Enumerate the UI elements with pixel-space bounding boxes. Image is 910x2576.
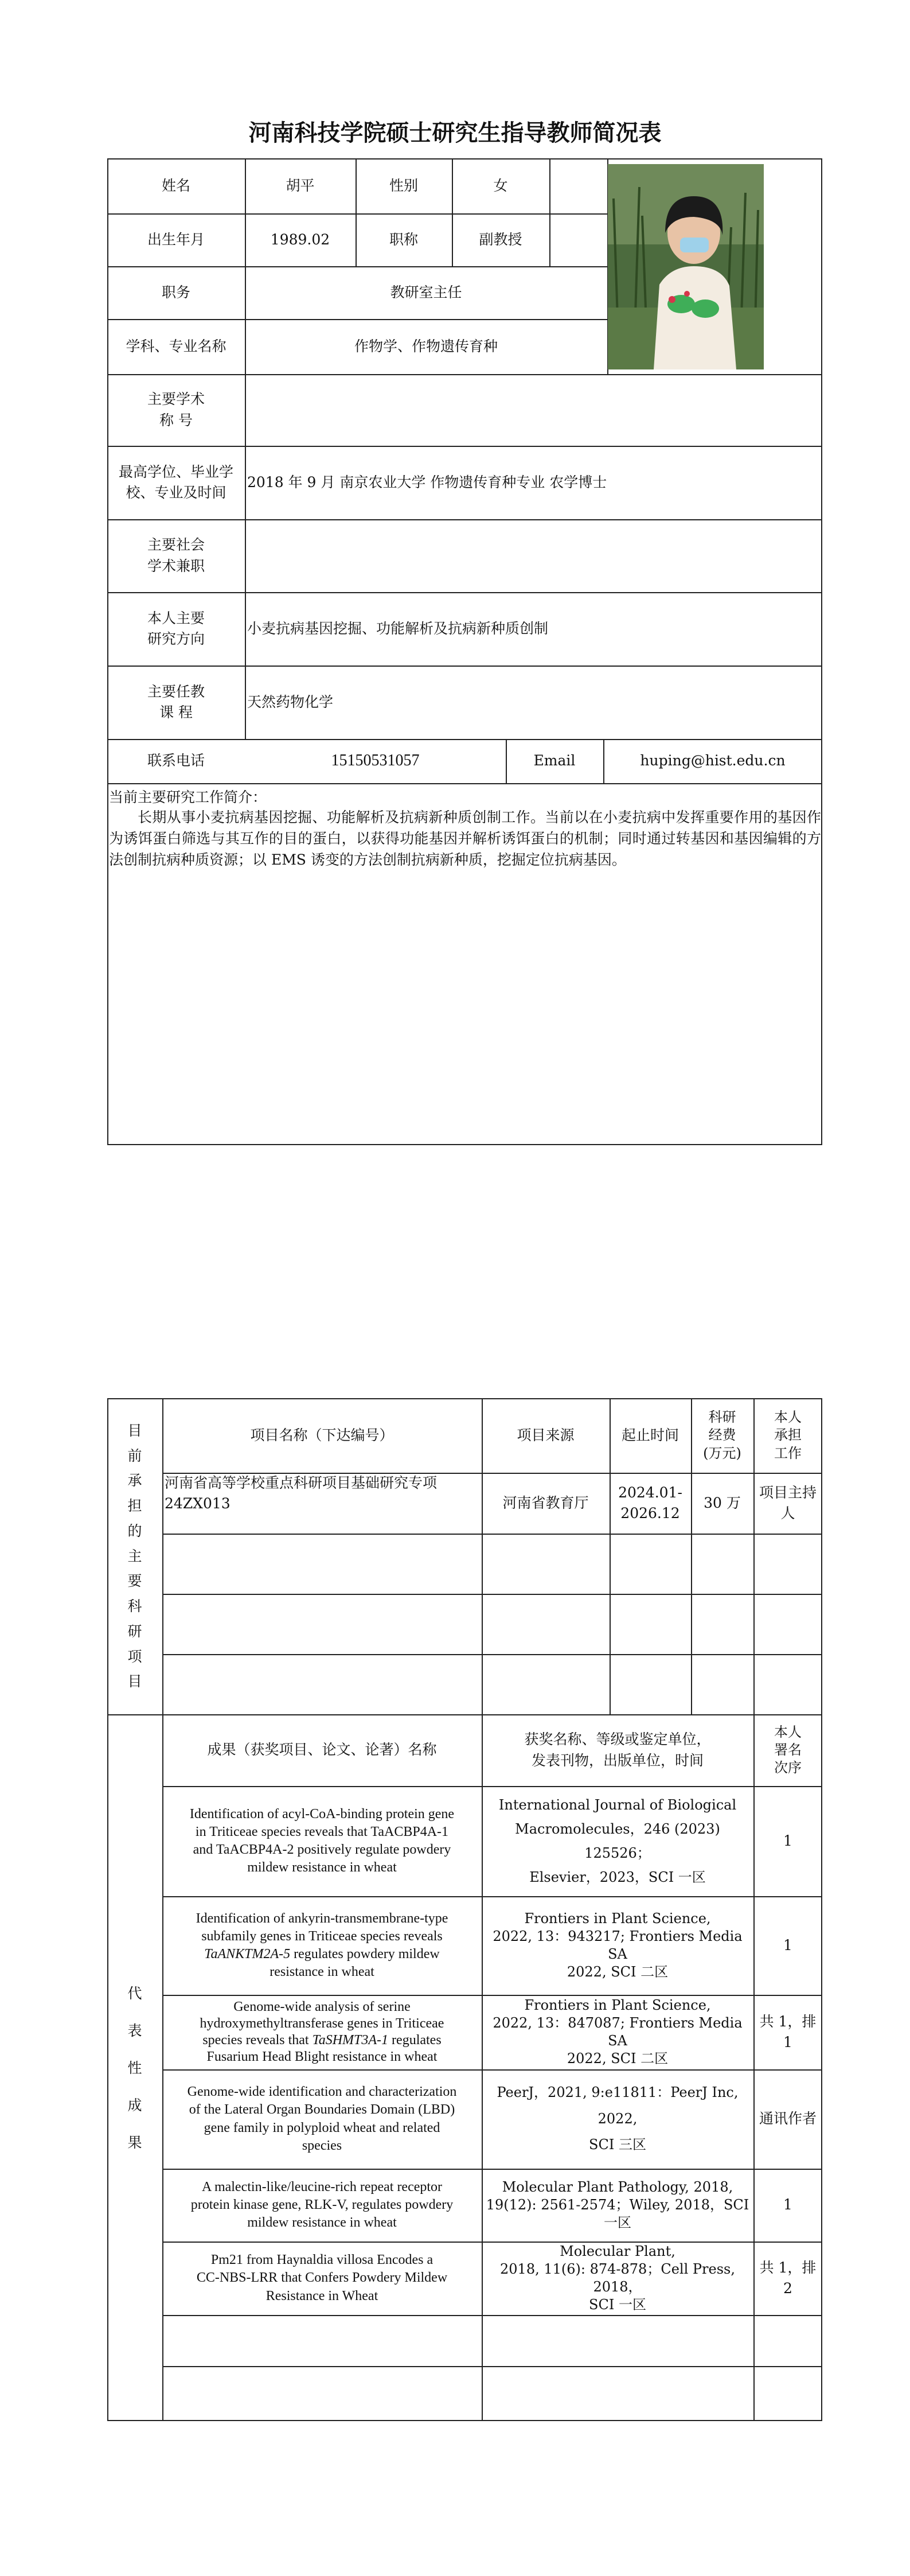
achievement-rank: 通讯作者 [759, 2110, 817, 2127]
funding-header-line2: 经费 [708, 1427, 736, 1443]
page-title: 河南科技学院硕士研究生指导教师简况表 [248, 120, 662, 146]
title-line: Genome-wide identification and characterization [187, 2084, 457, 2100]
courses-label [107, 666, 245, 739]
project-role [753, 1473, 822, 1534]
title-line [204, 1945, 439, 1963]
pub-line: 2018, 11(6): 874-878；Cell Press, 2018， [500, 2260, 735, 2295]
achievement-title [162, 2069, 482, 2169]
academic-title-value [245, 374, 822, 446]
pub-line: SCI 三区 [589, 2137, 646, 2153]
title-line: CC-NBS-LRR that Confers Powdery Mildew [196, 2270, 448, 2286]
rank-header-line1: 本人 [774, 1723, 802, 1740]
project-role-line2: 人 [780, 1505, 795, 1522]
title-line: protein kinase gene, RLK-V, regulates powdery [190, 2197, 454, 2212]
portrait-illustration [608, 164, 764, 369]
rank-header-line3: 次序 [774, 1760, 802, 1776]
role-header-line2: 承担 [774, 1427, 802, 1443]
social-label-line1: 主要社会 [147, 536, 205, 554]
side-char: 要 [127, 1573, 142, 1590]
rank-value: 副教授 [479, 231, 522, 248]
research-label-line1: 本人主要 [147, 609, 205, 627]
pub-line: Elsevier，2023，SCI 一区 [529, 1869, 706, 1885]
role-header-line1: 本人 [774, 1409, 802, 1426]
project-code: 24ZX013 [165, 1495, 231, 1512]
title-line: Genome-wide analysis of serine [233, 1999, 411, 2015]
gender-value: 女 [493, 177, 508, 194]
side-char: 目 [127, 1422, 142, 1439]
side-char: 承 [127, 1472, 142, 1489]
side-char: 主 [127, 1547, 142, 1565]
pub-line: 2022, 13：847087; Frontiers Media SA [493, 2014, 743, 2049]
gene-name: TaANKTM2A-5 [204, 1947, 291, 1962]
title-line: mildew resistance in wheat [247, 1860, 397, 1875]
role-header-line3: 工作 [774, 1445, 802, 1461]
pub-line: 2022, SCI 二区 [567, 2050, 669, 2067]
courses-value: 天然药物化学 [247, 693, 334, 710]
degree-value: 2018 年 9 月 南京农业大学 作物遗传育种专业 农学博士 [247, 473, 607, 491]
pub-line: Frontiers in Plant Science, [524, 1997, 711, 2013]
phone-value: 15150531057 [331, 752, 420, 770]
title-line: in Triticeae species reveals that TaACBP4A-1 [195, 1824, 449, 1839]
pub-header-line2: 发表刊物，出版单位，时间 [531, 1752, 704, 1769]
pub-line: Macromolecules，246 (2023) 125526； [515, 1821, 720, 1861]
rank-header-line2: 署名 [774, 1741, 802, 1758]
discipline-value: 作物学、作物遗传育种 [354, 337, 498, 355]
degree-label-line2: 校、专业及时间 [126, 484, 226, 501]
project-name-line1: 河南省高等学校重点科研项目基础研究专项 [165, 1474, 438, 1491]
achievement-publication [482, 1786, 753, 1896]
title-line-rest: regulates [388, 2033, 442, 2048]
academic-title-label-line2: 称 号 [159, 411, 193, 429]
pub-line: PeerJ，2021, 9:e11811：PeerJ Inc, 2022, [497, 2084, 739, 2127]
project-period-header: 起止时间 [621, 1426, 679, 1443]
project-funding-header [691, 1398, 753, 1473]
achievement-title [162, 1896, 482, 1995]
title-line: Pm21 from Haynaldia villosa Encodes a [210, 2252, 433, 2268]
name-value: 胡平 [286, 177, 315, 194]
pub-line: Frontiers in Plant Science, [524, 1910, 711, 1927]
project-role-header [753, 1398, 822, 1473]
social-label-line2: 学术兼职 [147, 557, 205, 574]
project-name-header: 项目名称（下达编号） [250, 1426, 394, 1443]
projects-side-label [107, 1398, 162, 1714]
pub-line: 2022, 13：943217; Frontiers Media SA [493, 1928, 743, 1962]
pub-line: International Journal of Biological [498, 1797, 737, 1813]
social-value [245, 519, 822, 592]
achievement-rank: 1 [783, 1832, 792, 1849]
side-char: 科 [127, 1598, 142, 1615]
side-char: 担 [127, 1497, 142, 1515]
achievement-rank: 1 [783, 2196, 792, 2213]
gene-name: TaSHMT3A-1 [312, 2033, 389, 2048]
achievement-rank: 1 [783, 1936, 792, 1954]
funding-header-line1: 科研 [708, 1409, 736, 1426]
title-line: gene family in polyploid wheat and related [204, 2120, 440, 2135]
side-char: 前 [127, 1447, 142, 1464]
title-line-pre: species reveals that [202, 2033, 313, 2048]
project-period-start: 2024.01- [618, 1484, 682, 1501]
title-line: Identification of ankyrin-transmembrane-type [196, 1910, 448, 1926]
birth-value: 1989.02 [270, 231, 330, 248]
portrait-photo [608, 164, 764, 369]
achievement-name-header: 成果（获奖项目、论文、论著）名称 [207, 1741, 437, 1758]
side-char: 成 [127, 2096, 142, 2114]
side-char: 目 [127, 1673, 142, 1690]
phone-label: 联系电话 [147, 752, 205, 769]
side-char: 的 [127, 1522, 142, 1539]
title-line: Resistance in Wheat [265, 2288, 378, 2303]
research-label-line2: 研究方向 [147, 631, 205, 647]
title-line-rest: regulates powdery mildew [290, 1947, 440, 1962]
achievement-rank-header [753, 1714, 822, 1786]
courses-label-line2: 课 程 [159, 704, 193, 721]
achievement-publication [482, 2242, 753, 2315]
gender-label: 性别 [389, 177, 418, 194]
side-char: 项 [127, 1648, 142, 1665]
achievements-side-label [107, 1714, 162, 2421]
rank-label: 职称 [389, 231, 418, 248]
pub-line: Molecular Plant Pathology, 2018, [502, 2178, 733, 2195]
pub-header-line1: 获奖名称、等级或鉴定单位， [524, 1731, 711, 1748]
discipline-label: 学科、专业名称 [126, 337, 226, 355]
achievement-rank: 共 1，排 2 [759, 2259, 817, 2297]
social-label [107, 519, 245, 592]
achievement-rank: 共 1，排 1 [759, 2013, 817, 2050]
title-line: resistance in wheat [270, 1964, 374, 1980]
academic-title-label-line1: 主要学术 [147, 391, 205, 408]
title-line: subfamily genes in Triticeae species reveals [201, 1928, 443, 1944]
title-line: of the Lateral Organ Boundaries Domain (LBD) [189, 2102, 455, 2118]
email-label: Email [533, 752, 576, 769]
funding-header-line3: (万元) [703, 1445, 741, 1461]
title-line: A malectin-like/leucine-rich repeat receptor [201, 2179, 443, 2194]
achievement-title [162, 2169, 482, 2242]
post-label: 职务 [161, 283, 190, 301]
achievement-publication [482, 2069, 753, 2169]
degree-label [107, 446, 245, 519]
side-char: 代 [127, 1984, 142, 2002]
email-value: huping@hist.edu.cn [640, 752, 786, 769]
project-role-line1: 项目主持 [759, 1484, 817, 1501]
title-line: Fusarium Head Blight resistance in wheat [206, 2049, 438, 2064]
project-period-end: 2026.12 [620, 1505, 680, 1522]
pub-line: SCI 一区 [589, 2297, 646, 2313]
achievement-publication [482, 2169, 753, 2242]
name-label: 姓名 [161, 177, 190, 194]
pub-line: 2022, SCI 二区 [567, 1964, 669, 1980]
project-source-header: 项目来源 [517, 1426, 575, 1443]
achievement-publication [482, 1896, 753, 1995]
title-line: hydroxymethyltransferase genes in Triticeae [200, 2016, 444, 2032]
side-char: 研 [127, 1622, 142, 1640]
achievement-pub-header [482, 1714, 753, 1786]
project-name [162, 1473, 482, 1534]
title-line: mildew resistance in wheat [247, 2215, 397, 2231]
intro-heading: 当前主要研究工作简介： [109, 789, 267, 806]
pub-line: Molecular Plant, [560, 2243, 675, 2259]
pub-line: 19(12): 2561-2574；Wiley, 2018，SCI [486, 2196, 749, 2213]
research-label [107, 592, 245, 666]
pub-line: 一区 [604, 2215, 631, 2231]
achievement-title [162, 1995, 482, 2069]
side-char: 表 [127, 2022, 142, 2039]
title-line: species [302, 2138, 342, 2153]
project-funding: 30 万 [704, 1494, 741, 1511]
intro-body: 长期从事小麦抗病基因挖掘、功能解析及抗病新种质创制工作。当前以在小麦抗病中发挥重要作用的基因作为诱饵蛋白筛选与其互作的目的蛋白，以获得功能基因并解析诱饵蛋白的机制；同时通过转基因和基因编辑的方法创制抗病种质资源；以 EMS 诱变的方法创制抗病新种质，挖掘定位抗病基因。 [109, 809, 821, 868]
side-char: 果 [127, 2134, 142, 2151]
degree-label-line1: 最高学位、毕业学 [118, 463, 233, 480]
academic-title-label [107, 374, 245, 446]
post-value: 教研室主任 [390, 283, 462, 301]
achievement-title [162, 1786, 482, 1896]
birth-label: 出生年月 [147, 231, 205, 248]
achievement-publication [482, 1995, 753, 2069]
title-line: Identification of acyl-CoA-binding protein gene [189, 1806, 455, 1822]
title-line [202, 2032, 441, 2049]
project-period [610, 1473, 691, 1534]
courses-label-line1: 主要任教 [147, 683, 205, 700]
achievement-title [162, 2242, 482, 2315]
title-line: and TaACBP4A-2 positively regulate powdery [193, 1842, 451, 1857]
side-char: 性 [127, 2059, 142, 2076]
research-value: 小麦抗病基因挖掘、功能解析及抗病新种质创制 [247, 620, 549, 637]
project-source: 河南省教育厅 [502, 1494, 589, 1511]
